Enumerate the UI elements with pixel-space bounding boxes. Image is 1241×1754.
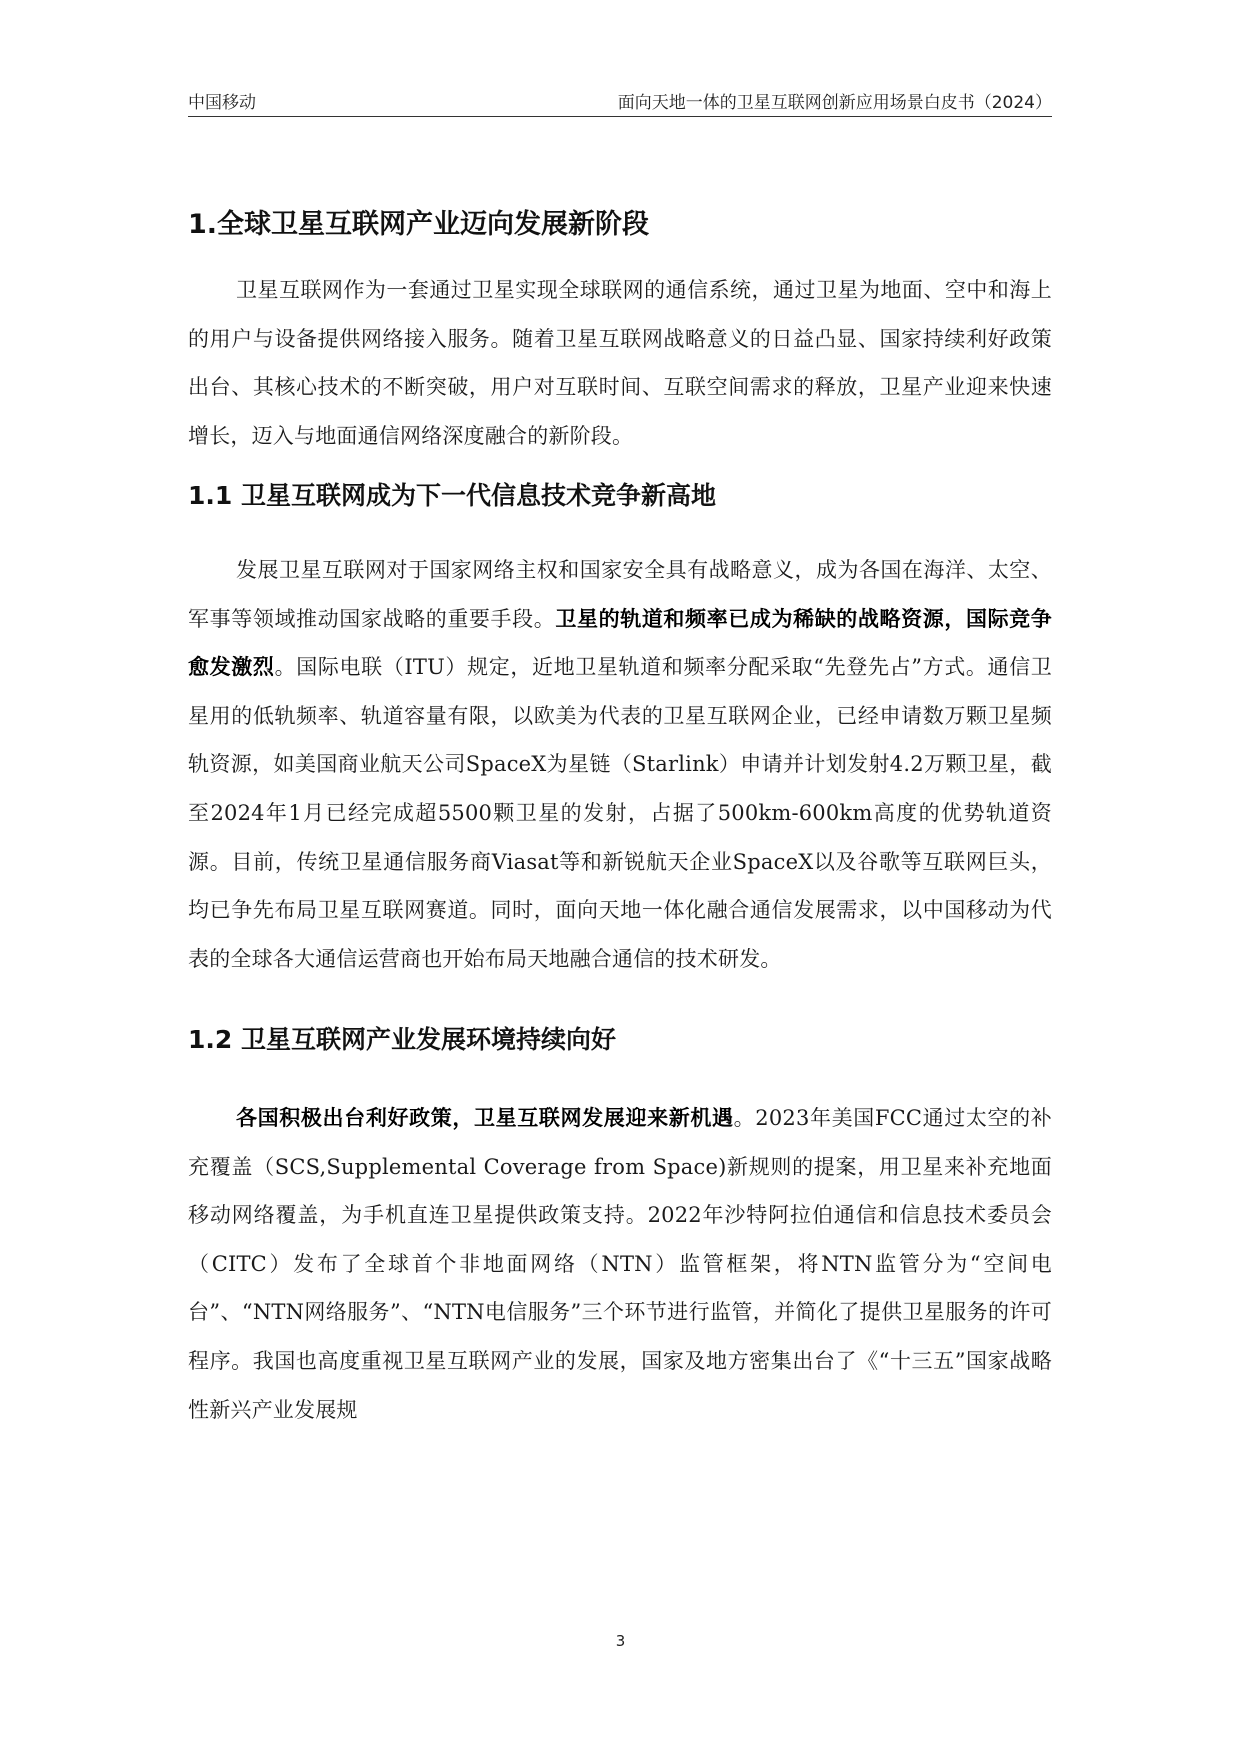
subsection-1-1-paragraph xyxy=(188,546,1052,983)
page-header xyxy=(188,86,1052,117)
section-title: 1.全球卫星互联网产业迈向发展新阶段 xyxy=(188,209,650,240)
subsection-1-2-paragraph xyxy=(188,1094,1052,1434)
paragraph-text: 发展卫星互联网对于国家网络主权和国家安全具有战略意义，成为各国在海洋、太空、军事等领域推动国家战略的重要手段。 xyxy=(188,558,1052,631)
page-number: 3 xyxy=(615,1632,626,1650)
header-org: 中国移动 xyxy=(188,93,256,113)
subsection-1-1-title: 1.1 卫星互联网成为下一代信息技术竞争新高地 xyxy=(188,481,716,510)
emphasis-text: 卫星的轨道和频率已成为稀缺的战略资源，国际竞争愈发激烈 xyxy=(188,606,1052,680)
header-doc-title: 面向天地一体的卫星互联网创新应用场景白皮书（2024） xyxy=(617,93,1052,113)
paragraph-text: 。国际电联（ITU）规定，近地卫星轨道和频率分配采取“先登先占”方式。通信卫星用的低轨频率、轨道容量有限，以欧美为代表的卫星互联网企业，已经申请数万颗卫星频轨资源，如美国商业航天公司SpaceX为星链（Starlink）申请并计划发射4.2万颗卫星，截至2024年1月已经完成超5500颗卫星的发射，占据了500km-600km高度的优势轨道资源。目前，传统卫星通信服务商Viasat等和新锐航天企业SpaceX以及谷歌等互联网巨头，均已争先布局卫星互联网赛道。同时，面向天地一体化融合通信发展需求，以中国移动为代表的全球各大通信运营商也开始布局天地融合通信的技术研发。 xyxy=(188,655,1052,971)
emphasis-text: 各国积极出台利好政策，卫星互联网发展迎来新机遇 xyxy=(236,1106,734,1130)
subsection-1-2-title: 1.2 卫星互联网产业发展环境持续向好 xyxy=(188,1025,616,1054)
section-intro-paragraph: 卫星互联网作为一套通过卫星实现全球联网的通信系统，通过卫星为地面、空中和海上的用户与设备提供网络接入服务。随着卫星互联网战略意义的日益凸显、国家持续利好政策出台、其核心技术的不断突破，用户对互联时间、互联空间需求的释放，卫星产业迎来快速增长，迈入与地面通信网络深度融合的新阶段。 xyxy=(188,278,1052,448)
paragraph-text: 。2023年美国FCC通过太空的补充覆盖（SCS,Supplemental Coverage from Space)新规则的提案，用卫星来补充地面移动网络覆盖，为手机直连卫星提供政策支持。2022年沙特阿拉伯通信和信息技术委员会（CITC）发布了全球首个非地面网络（NTN）监管框架，将NTN监管分为“空间电台”、“NTN网络服务”、“NTN电信服务”三个环节进行监管，并简化了提供卫星服务的许可程序。我国也高度重视卫星互联网产业的发展，国家及地方密集出台了《“十三五”国家战略性新兴产业发展规 xyxy=(188,1106,1052,1422)
